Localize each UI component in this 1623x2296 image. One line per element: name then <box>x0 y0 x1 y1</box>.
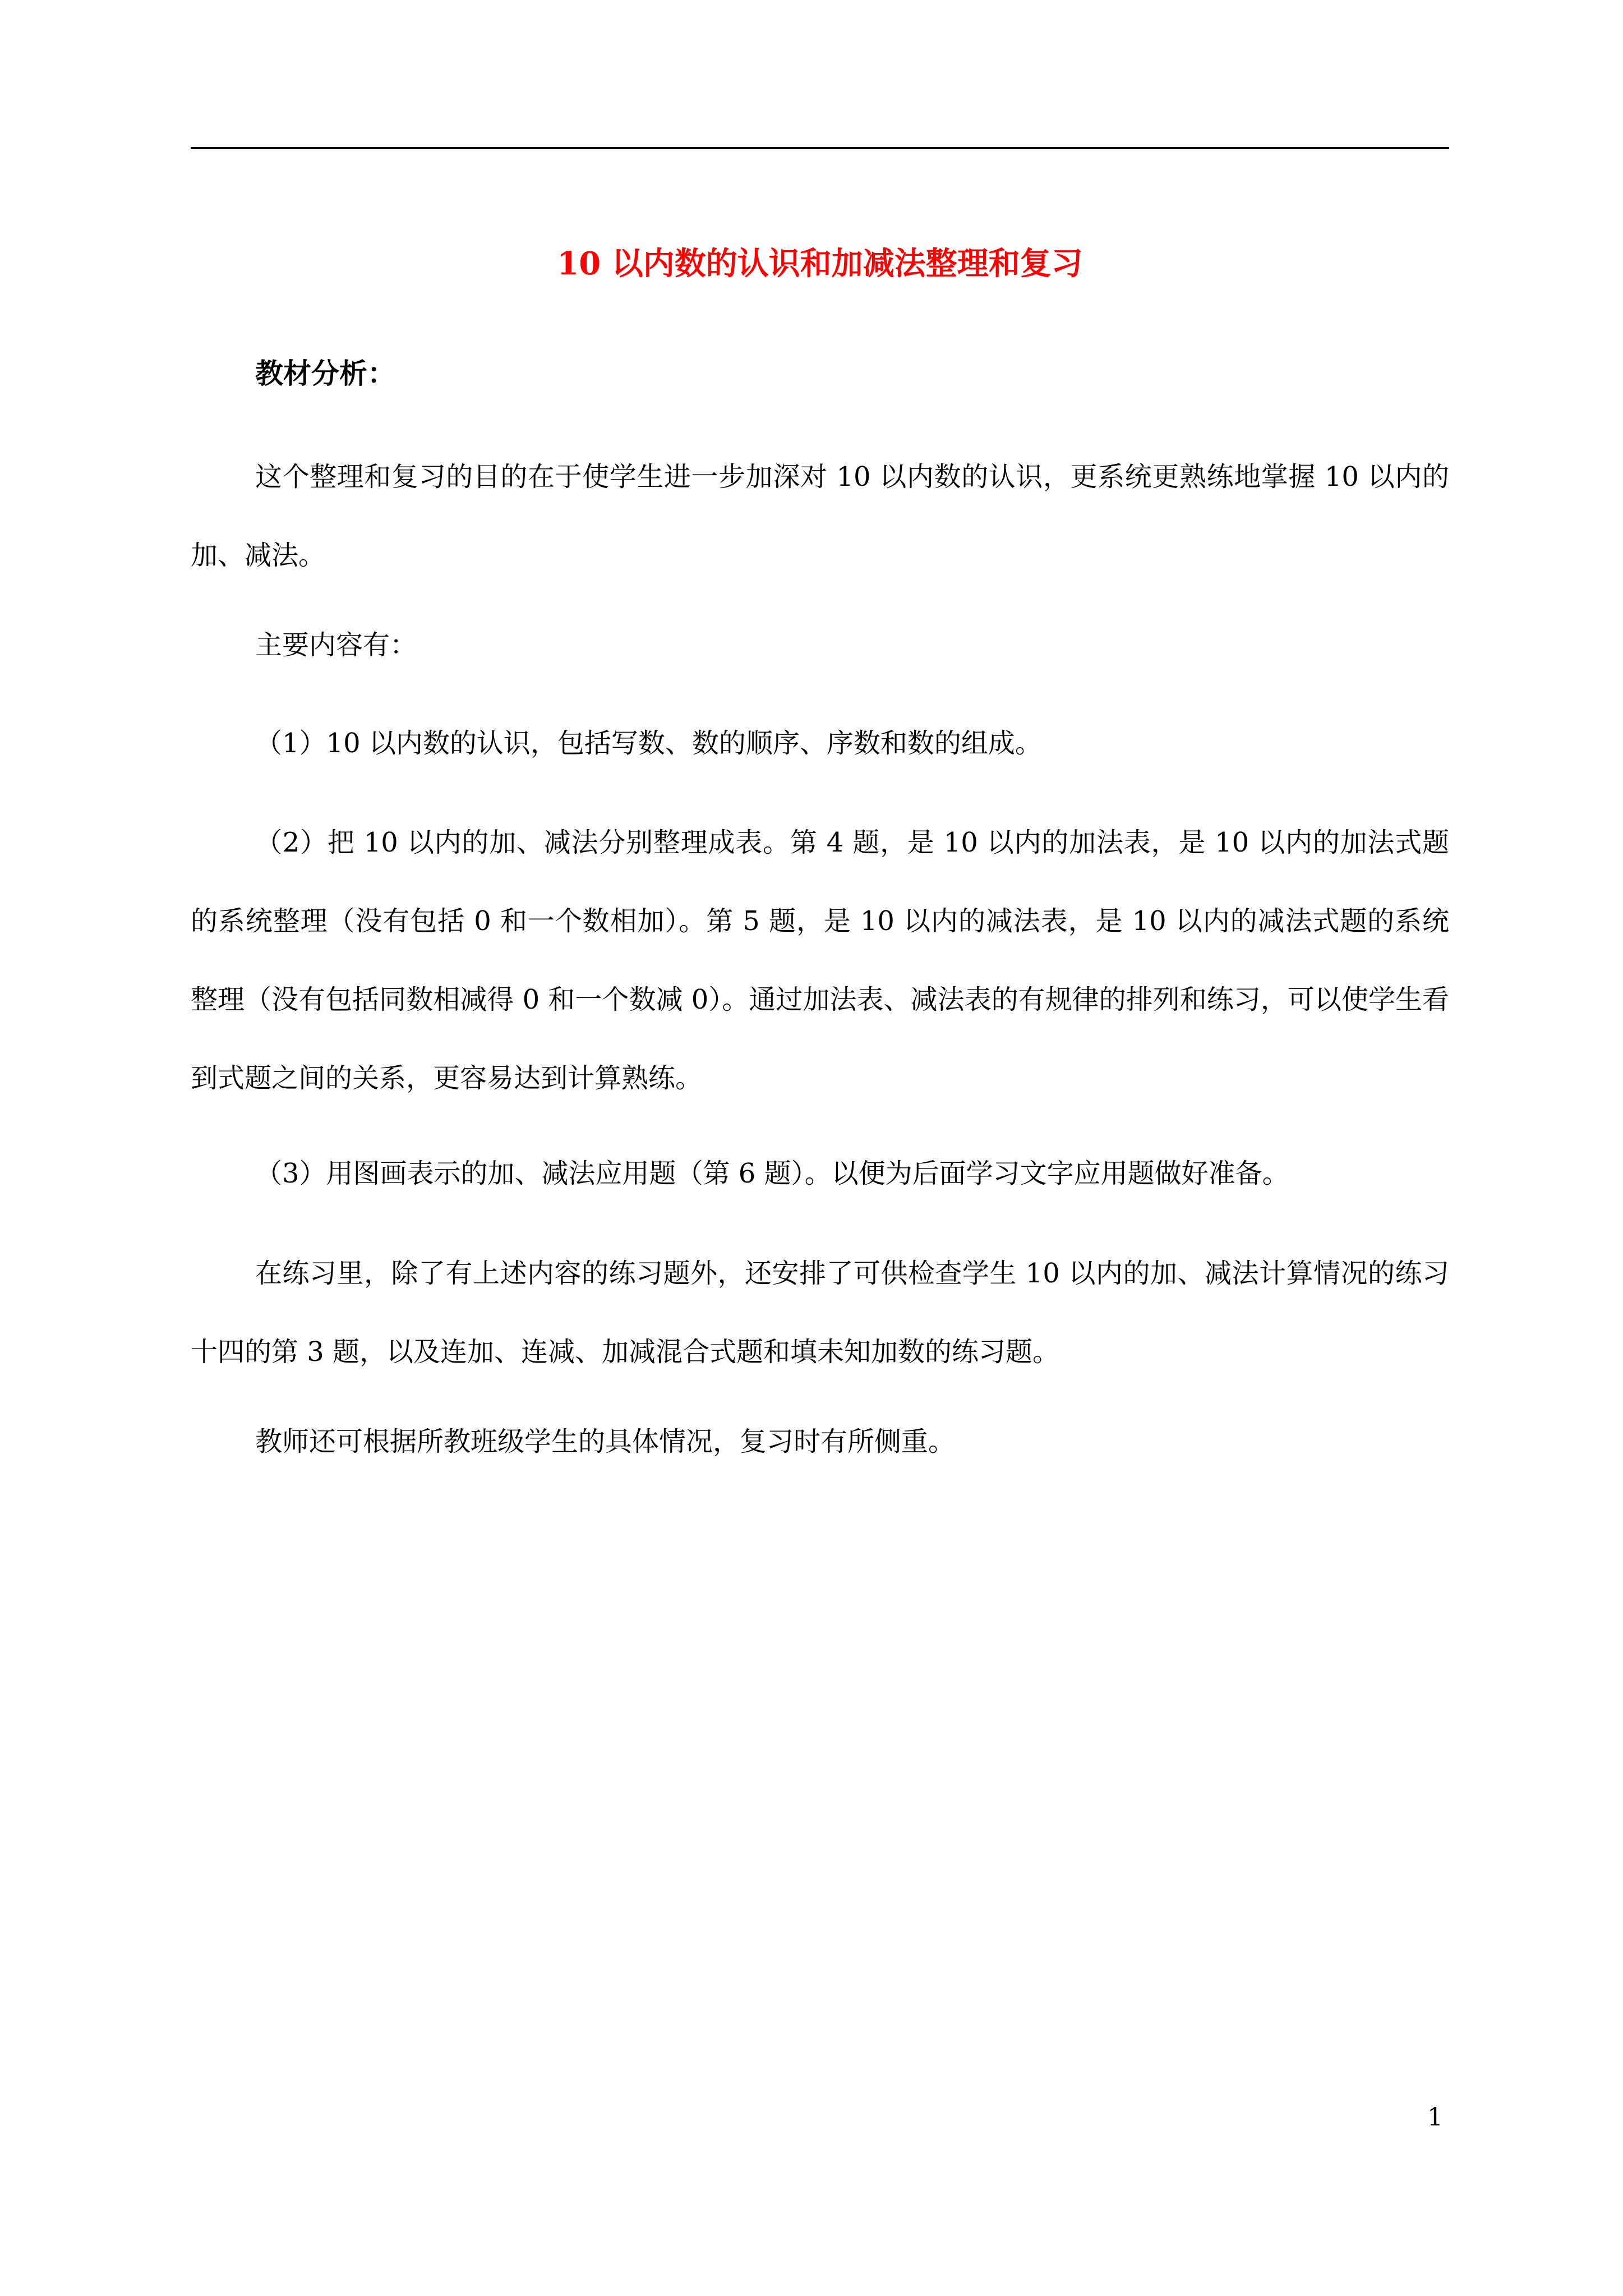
document-title: 10 以内数的认识和加减法整理和复习 <box>557 245 1083 282</box>
paragraph-intro: 这个整理和复习的目的在于使学生进一步加深对 10 以内数的认识，更系统更熟练地掌握 10 以内的加、减法。 <box>191 461 1449 571</box>
paragraph-item-1: （1）10 以内数的认识，包括写数、数的顺序、序数和数的组成。 <box>255 728 1042 759</box>
section-heading: 教材分析： <box>255 357 395 390</box>
paragraph-exercises: 在练习里，除了有上述内容的练习题外，还安排了可供检查学生 10 以内的加、减法计算情况的练习十四的第 3 题，以及连加、连减、加减混合式题和填未知加数的练习题。 <box>191 1258 1449 1368</box>
paragraph-item-2: （2）把 10 以内的加、减法分别整理成表。第 4 题，是 10 以内的加法表，是 10 以内的加法式题的系统整理（没有包括 0 和一个数相加）。第 5 题，是 10 以内的减法表，是 10 以内的减法式题的系统整理（没有包括同数相减得 0 和一个数减 0）。通过加法表、减法表的有规律的排列和练习，可以使学生看到式题之间的关系，更容易达到计算熟练。 <box>191 827 1449 1094</box>
paragraph-item-3: （3）用图画表示的加、减法应用题（第 6 题）。以便为后面学习文字应用题做好准备。 <box>255 1158 1289 1189</box>
page-number: 1 <box>1427 2103 1443 2132</box>
paragraph-main-content: 主要内容有： <box>255 629 417 661</box>
header-rule <box>191 147 1449 149</box>
paragraph-teacher-note: 教师还可根据所教班级学生的具体情况，复习时有所侧重。 <box>255 1426 956 1457</box>
